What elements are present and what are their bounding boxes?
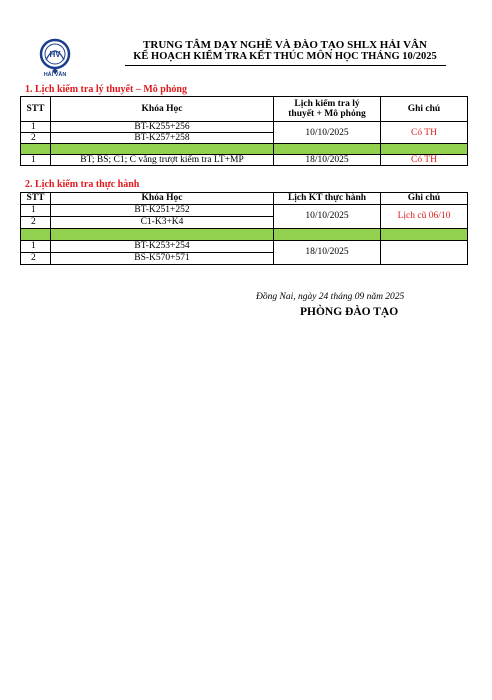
table-header-row [21, 193, 468, 205]
note-cell: Lịch cũ 06/10 [381, 205, 468, 229]
note-cell [381, 241, 468, 265]
date-cell: 10/10/2025 [274, 122, 381, 144]
course-cell: BT-K255+256 [51, 122, 274, 133]
plan-title: KẾ HOẠCH KIỂM TRA KẾT THÚC MÔN HỌC THÁNG 10/2025 [133, 51, 437, 62]
separator-row [21, 144, 468, 155]
course-cell: BT-K257+258 [51, 133, 274, 144]
header-stt: STT [21, 193, 51, 205]
separator-cell [21, 144, 51, 155]
separator-cell [21, 229, 51, 241]
table-row [21, 205, 468, 217]
separator-cell [51, 229, 274, 241]
stt-cell: 1 [21, 155, 51, 166]
course-cell: BT-K253+254 [51, 241, 274, 253]
header-note: Ghi chú [381, 97, 468, 122]
signature-date: Đồng Nai, ngày 24 tháng 09 năm 2025 [256, 292, 405, 302]
stt-cell: 2 [21, 217, 51, 229]
logo-initials: HV [49, 50, 61, 59]
table-row [21, 122, 468, 133]
center-name-title: TRUNG TÂM DẠY NGHỀ VÀ ĐÀO TẠO SHLX HẢI VÂN [143, 39, 427, 51]
section2-title: 2. Lịch kiểm tra thực hành [25, 179, 140, 190]
stt-cell: 2 [21, 133, 51, 144]
header-schedule [274, 97, 381, 122]
header-schedule: Lịch KT thực hành [274, 193, 381, 205]
table-header-row [21, 97, 468, 122]
department-name: PHÒNG ĐÀO TẠO [300, 306, 399, 318]
table-row [21, 241, 468, 253]
separator-cell [51, 144, 274, 155]
practical-exam-table [20, 192, 468, 265]
header-note: Ghi chú [381, 193, 468, 205]
separator-cell [274, 144, 381, 155]
header-schedule-line2: thuyết + Mô phỏng [288, 109, 366, 119]
date-cell: 10/10/2025 [274, 205, 381, 229]
separator-cell [274, 229, 381, 241]
course-cell: BT; BS; C1; C vắng trượt kiểm tra LT+MP [51, 155, 274, 166]
note-cell: Có TH [381, 122, 468, 144]
date-cell: 18/10/2025 [274, 241, 381, 265]
stt-cell: 1 [21, 241, 51, 253]
title-underline [125, 65, 446, 66]
stt-cell: 1 [21, 205, 51, 217]
logo-text: HẢI VÂN [43, 72, 67, 78]
header-schedule-line1: Lịch kiểm tra lý [294, 99, 360, 109]
header-course: Khóa Học [51, 97, 274, 122]
header-stt: STT [21, 97, 51, 122]
course-cell: BS-K570+571 [51, 253, 274, 265]
header-course: Khóa Học [51, 193, 274, 205]
separator-cell [381, 144, 468, 155]
course-cell: C1-K3+K4 [51, 217, 274, 229]
stt-cell: 2 [21, 253, 51, 265]
date-cell: 18/10/2025 [274, 155, 381, 166]
separator-cell [381, 229, 468, 241]
note-cell: Có TH [381, 155, 468, 166]
course-cell: BT-K251+252 [51, 205, 274, 217]
table-row [21, 155, 468, 166]
stt-cell: 1 [21, 122, 51, 133]
section1-title: 1. Lịch kiểm tra lý thuyết – Mô phỏng [25, 84, 187, 95]
separator-row [21, 229, 468, 241]
theory-exam-table [20, 96, 468, 166]
